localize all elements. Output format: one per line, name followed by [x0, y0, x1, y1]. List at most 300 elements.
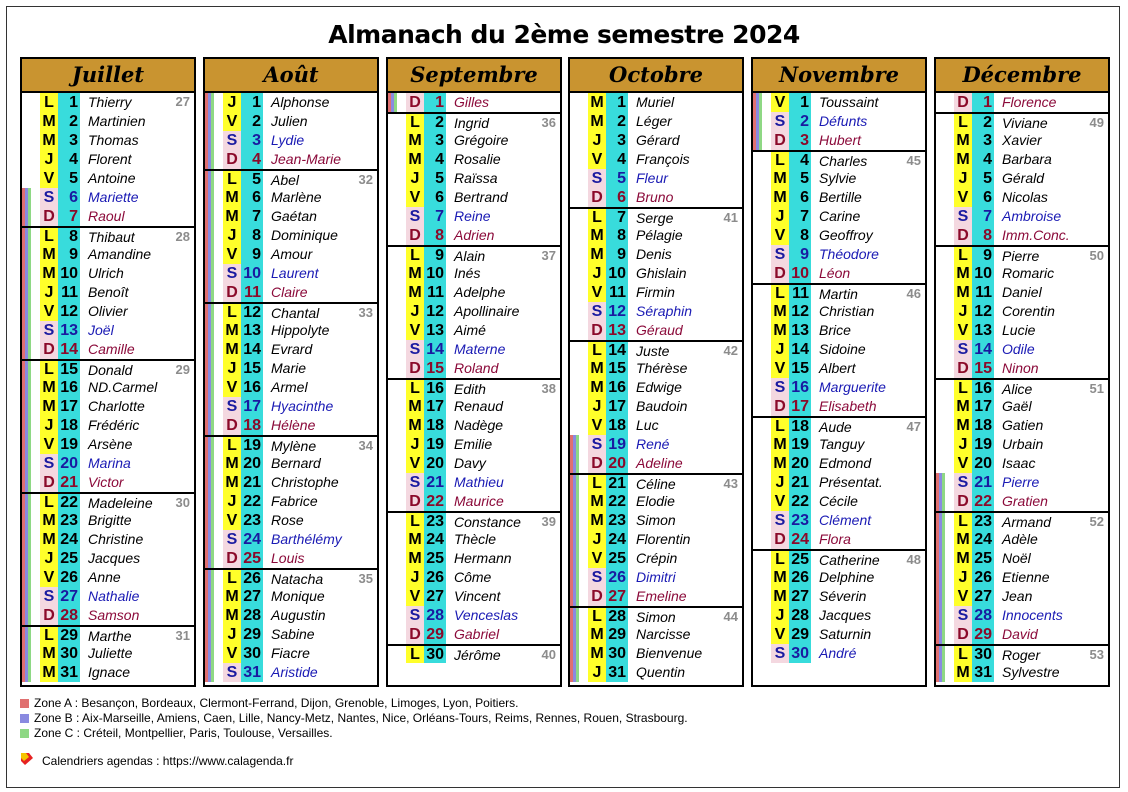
saint-name: Gaël: [1002, 398, 1032, 414]
saint-name: Gilles: [454, 94, 490, 110]
day-number: 3: [606, 131, 628, 150]
week-number: 40: [541, 647, 556, 662]
weekday-letter: J: [954, 435, 972, 454]
saint-name: Chantal: [271, 305, 320, 321]
weekday-letter: M: [588, 511, 606, 530]
legend-swatch: [20, 729, 29, 738]
day-number: 20: [58, 454, 80, 473]
school-holiday-marker: [759, 112, 762, 131]
saint-name: Roland: [454, 360, 499, 376]
day-number: 16: [58, 378, 80, 397]
day-row: [753, 169, 925, 188]
weekday-letter: M: [771, 454, 789, 473]
day-row: [388, 150, 560, 169]
day-number: 2: [241, 112, 263, 131]
saint-name: Julien: [271, 113, 308, 129]
day-row: [388, 131, 560, 150]
day-number: 30: [424, 646, 446, 663]
school-holiday-marker: [942, 663, 945, 682]
weekday-letter: L: [223, 437, 241, 454]
day-number: 18: [606, 416, 628, 435]
saint-name: Albert: [819, 360, 856, 376]
weekday-letter: J: [406, 568, 424, 587]
school-holiday-marker: [576, 663, 579, 682]
day-row: [388, 568, 560, 587]
weekday-letter: S: [588, 568, 606, 587]
saint-name: Charles: [819, 153, 868, 169]
weekday-letter: D: [406, 359, 424, 378]
weekday-letter: S: [771, 378, 789, 397]
day-row: [936, 264, 1108, 283]
day-number: 6: [789, 188, 811, 207]
week-number: 36: [541, 115, 556, 130]
weekday-letter: M: [406, 150, 424, 169]
month-column: [568, 57, 744, 687]
day-number: 18: [424, 416, 446, 435]
day-row: [936, 302, 1108, 321]
day-row: [22, 378, 194, 397]
day-row: [936, 169, 1108, 188]
school-holiday-marker: [28, 435, 31, 454]
day-number: 24: [58, 530, 80, 549]
day-row: [205, 606, 377, 625]
day-number: 17: [972, 397, 994, 416]
saint-name: Christophe: [271, 474, 339, 490]
school-holiday-marker: [576, 644, 579, 663]
saint-name: Brigitte: [88, 512, 132, 528]
weekday-letter: J: [223, 226, 241, 245]
school-holiday-marker: [28, 473, 31, 492]
month-header: Juillet: [22, 59, 194, 93]
day-number: 9: [424, 247, 446, 264]
saint-name: Thérèse: [636, 360, 688, 376]
weekday-letter: D: [406, 492, 424, 511]
day-row: [22, 302, 194, 321]
weekday-letter: V: [406, 454, 424, 473]
weekday-letter: M: [771, 568, 789, 587]
saint-name: Pierre: [1002, 248, 1040, 264]
month-column: [751, 57, 927, 687]
school-holiday-marker: [211, 264, 214, 283]
weekday-letter: L: [588, 608, 606, 625]
day-number: 4: [58, 150, 80, 169]
saint-name: Marthe: [88, 628, 132, 644]
saint-name: Grégoire: [454, 132, 509, 148]
weekday-letter: J: [223, 625, 241, 644]
weekday-letter: J: [588, 264, 606, 283]
weekday-letter: M: [406, 416, 424, 435]
saint-name: Léger: [636, 113, 672, 129]
saint-name: Barthélémy: [271, 531, 342, 547]
day-row: [205, 397, 377, 416]
day-row: [570, 131, 742, 150]
week-number: 32: [358, 172, 373, 187]
day-row: [936, 435, 1108, 454]
weekday-letter: S: [771, 511, 789, 530]
day-row: [22, 264, 194, 283]
weekday-letter: L: [771, 285, 789, 302]
day-row: [388, 511, 560, 530]
day-number: 21: [789, 473, 811, 492]
saint-name: Lydie: [271, 132, 305, 148]
day-row: [753, 150, 925, 169]
day-row: [22, 169, 194, 188]
weekday-letter: D: [406, 93, 424, 112]
saint-name: Edmond: [819, 455, 872, 471]
day-number: 22: [789, 492, 811, 511]
school-holiday-marker: [211, 304, 214, 321]
day-number: 16: [241, 378, 263, 397]
day-number: 28: [58, 606, 80, 625]
weekday-letter: D: [771, 131, 789, 150]
weekday-letter: L: [223, 570, 241, 587]
legend-text: Zone B : Aix-Marseille, Amiens, Caen, Lille, Nancy-Metz, Nantes, Nice, Orléans-Tours, Reims, Rennes, Rouen, Strasbourg.: [34, 711, 688, 725]
day-row: [753, 397, 925, 416]
day-row: [205, 112, 377, 131]
weekday-letter: S: [406, 207, 424, 226]
day-number: 18: [789, 418, 811, 435]
weekday-letter: M: [223, 606, 241, 625]
saint-name: Hyacinthe: [271, 398, 334, 414]
day-row: [753, 112, 925, 131]
legend-text: Zone C : Créteil, Montpellier, Paris, Toulouse, Versailles.: [34, 726, 333, 740]
day-row: [570, 416, 742, 435]
day-number: 12: [789, 302, 811, 321]
day-row: [388, 587, 560, 606]
school-holiday-marker: [942, 549, 945, 568]
day-number: 27: [606, 587, 628, 606]
day-number: 2: [58, 112, 80, 131]
day-number: 15: [241, 359, 263, 378]
day-row: [22, 283, 194, 302]
day-row: [570, 226, 742, 245]
day-number: 11: [424, 283, 446, 302]
weekday-letter: S: [771, 245, 789, 264]
saint-name: Innocents: [1002, 607, 1063, 623]
school-holiday-marker: [211, 397, 214, 416]
day-row: [205, 283, 377, 302]
day-row: [570, 169, 742, 188]
day-row: [936, 568, 1108, 587]
saint-name: Marina: [88, 455, 131, 471]
weekday-letter: L: [771, 418, 789, 435]
day-number: 4: [972, 150, 994, 169]
school-holiday-marker: [211, 359, 214, 378]
weekday-letter: L: [40, 627, 58, 644]
school-holiday-marker: [942, 646, 945, 663]
day-row: [570, 112, 742, 131]
day-number: 20: [241, 454, 263, 473]
weekday-letter: M: [223, 188, 241, 207]
day-number: 6: [424, 188, 446, 207]
day-row: [22, 587, 194, 606]
day-number: 10: [606, 264, 628, 283]
day-row: [205, 207, 377, 226]
school-holiday-marker: [942, 587, 945, 606]
saint-name: Claire: [271, 284, 308, 300]
weekday-letter: J: [223, 93, 241, 112]
weekday-letter: S: [40, 188, 58, 207]
day-number: 2: [972, 114, 994, 131]
saint-name: Florent: [88, 151, 132, 167]
day-row: [570, 625, 742, 644]
weekday-letter: V: [771, 226, 789, 245]
day-row: [570, 397, 742, 416]
day-row: [205, 473, 377, 492]
weekday-letter: M: [223, 340, 241, 359]
weekday-letter: V: [954, 321, 972, 340]
saint-name: Urbain: [1002, 436, 1044, 452]
school-holiday-marker: [28, 321, 31, 340]
weekday-letter: J: [223, 492, 241, 511]
day-row: [22, 188, 194, 207]
day-number: 31: [241, 663, 263, 682]
day-number: 16: [424, 380, 446, 397]
saint-name: Nathalie: [88, 588, 140, 604]
day-number: 13: [424, 321, 446, 340]
weekday-letter: M: [954, 397, 972, 416]
day-row: [205, 663, 377, 682]
week-number: 51: [1089, 381, 1104, 396]
day-row: [22, 625, 194, 644]
weekday-letter: M: [223, 321, 241, 340]
week-number: 46: [906, 286, 921, 301]
saint-name: Martinien: [88, 113, 146, 129]
school-holiday-marker: [211, 437, 214, 454]
weekday-letter: V: [40, 169, 58, 188]
school-holiday-marker: [576, 435, 579, 454]
day-row: [205, 93, 377, 112]
saint-name: Frédéric: [88, 417, 140, 433]
day-row: [753, 454, 925, 473]
weekday-letter: V: [771, 492, 789, 511]
weekday-letter: J: [40, 416, 58, 435]
day-number: 29: [58, 627, 80, 644]
day-number: 18: [972, 416, 994, 435]
holiday-zone-legend: [20, 696, 688, 741]
day-number: 2: [424, 114, 446, 131]
day-row: [388, 378, 560, 397]
day-row: [753, 340, 925, 359]
day-row: [570, 264, 742, 283]
day-number: 28: [424, 606, 446, 625]
saint-name: Sylvie: [819, 170, 857, 186]
school-holiday-marker: [211, 570, 214, 587]
school-holiday-marker: [942, 492, 945, 511]
day-number: 26: [241, 570, 263, 587]
day-number: 28: [241, 606, 263, 625]
day-number: 24: [241, 530, 263, 549]
weekday-letter: M: [223, 473, 241, 492]
saint-name: Nicolas: [1002, 189, 1048, 205]
day-row: [570, 568, 742, 587]
saint-name: Elodie: [636, 493, 675, 509]
saint-name: Raoul: [88, 208, 125, 224]
legend-item: [20, 696, 688, 711]
weekday-letter: V: [40, 568, 58, 587]
weekday-letter: V: [40, 302, 58, 321]
day-number: 1: [606, 93, 628, 112]
saint-name: Côme: [454, 569, 492, 585]
weekday-letter: J: [771, 207, 789, 226]
saint-name: Brice: [819, 322, 851, 338]
saint-name: Jean-Marie: [271, 151, 342, 167]
day-row: [570, 511, 742, 530]
day-row: [388, 492, 560, 511]
weekday-letter: V: [406, 587, 424, 606]
day-number: 10: [424, 264, 446, 283]
day-row: [753, 302, 925, 321]
saint-name: Hubert: [819, 132, 862, 148]
day-row: [22, 416, 194, 435]
weekday-letter: J: [40, 150, 58, 169]
day-number: 5: [58, 169, 80, 188]
day-row: [22, 644, 194, 663]
school-holiday-marker: [211, 188, 214, 207]
saint-name: Crépin: [636, 550, 678, 566]
day-number: 3: [241, 131, 263, 150]
day-number: 15: [606, 359, 628, 378]
saint-name: Simon: [636, 512, 676, 528]
day-row: [388, 435, 560, 454]
saint-name: Gérard: [636, 132, 680, 148]
weekday-letter: M: [588, 625, 606, 644]
weekday-letter: M: [588, 644, 606, 663]
weekday-letter: D: [406, 625, 424, 644]
weekday-letter: S: [954, 473, 972, 492]
school-holiday-marker: [211, 625, 214, 644]
day-row: [205, 454, 377, 473]
saint-name: Alphonse: [271, 94, 330, 110]
saint-name: Apollinaire: [454, 303, 520, 319]
week-number: 50: [1089, 248, 1104, 263]
weekday-letter: L: [406, 114, 424, 131]
saint-name: Geoffroy: [819, 227, 873, 243]
school-holiday-marker: [576, 475, 579, 492]
week-number: 43: [723, 476, 738, 491]
day-number: 14: [424, 340, 446, 359]
saint-name: Ambroise: [1002, 208, 1062, 224]
school-holiday-marker: [211, 207, 214, 226]
day-row: [388, 625, 560, 644]
day-number: 10: [58, 264, 80, 283]
day-number: 4: [241, 150, 263, 169]
weekday-letter: V: [40, 435, 58, 454]
saint-name: Juste: [636, 343, 670, 359]
day-number: 5: [424, 169, 446, 188]
school-holiday-marker: [28, 454, 31, 473]
saint-name: Roger: [1002, 647, 1041, 663]
saint-name: Gratien: [1002, 493, 1048, 509]
day-number: 27: [424, 587, 446, 606]
saint-name: Adèle: [1002, 531, 1038, 547]
weekday-letter: J: [588, 397, 606, 416]
day-row: [936, 283, 1108, 302]
saint-name: Géraud: [636, 322, 683, 338]
weekday-letter: M: [40, 378, 58, 397]
weekday-letter: M: [588, 93, 606, 112]
weekday-letter: D: [588, 321, 606, 340]
legend-swatch: [20, 714, 29, 723]
school-holiday-marker: [211, 492, 214, 511]
school-holiday-marker: [28, 494, 31, 511]
day-row: [205, 169, 377, 188]
weekday-letter: M: [771, 321, 789, 340]
day-number: 5: [972, 169, 994, 188]
weekday-letter: M: [954, 264, 972, 283]
saint-name: Isaac: [1002, 455, 1036, 471]
day-row: [753, 226, 925, 245]
day-number: 9: [972, 247, 994, 264]
weekday-letter: S: [406, 340, 424, 359]
saint-name: Florentin: [636, 531, 691, 547]
day-row: [205, 416, 377, 435]
weekday-letter: D: [954, 226, 972, 245]
weekday-letter: V: [771, 93, 789, 112]
day-row: [753, 188, 925, 207]
weekday-letter: M: [223, 587, 241, 606]
day-number: 20: [789, 454, 811, 473]
day-row: [388, 226, 560, 245]
weekday-letter: V: [954, 587, 972, 606]
saint-name: Evrard: [271, 341, 313, 357]
day-number: 3: [58, 131, 80, 150]
saint-name: Fabrice: [271, 493, 318, 509]
day-row: [753, 549, 925, 568]
day-row: [22, 359, 194, 378]
weekday-letter: S: [40, 454, 58, 473]
saint-name: Delphine: [819, 569, 875, 585]
saint-name: Materne: [454, 341, 506, 357]
day-row: [205, 226, 377, 245]
day-number: 17: [606, 397, 628, 416]
saint-name: Natacha: [271, 571, 324, 587]
day-number: 21: [424, 473, 446, 492]
day-number: 12: [424, 302, 446, 321]
day-number: 31: [58, 663, 80, 682]
weekday-letter: V: [588, 150, 606, 169]
saint-name: Lucie: [1002, 322, 1036, 338]
saint-name: Gaétan: [271, 208, 317, 224]
weekday-letter: M: [223, 207, 241, 226]
saint-name: Martin: [819, 286, 858, 302]
day-row: [936, 549, 1108, 568]
day-row: [22, 93, 194, 112]
day-row: [205, 378, 377, 397]
day-row: [936, 397, 1108, 416]
footer-text: Calendriers agendas : https://www.calagenda.fr: [42, 754, 294, 768]
day-row: [936, 359, 1108, 378]
saint-name: Simon: [636, 609, 676, 625]
day-number: 11: [789, 285, 811, 302]
weekday-letter: V: [588, 549, 606, 568]
saint-name: Constance: [454, 514, 521, 530]
day-number: 2: [606, 112, 628, 131]
day-number: 30: [58, 644, 80, 663]
weekday-letter: J: [406, 169, 424, 188]
saint-name: Victor: [88, 474, 124, 490]
weekday-letter: M: [588, 359, 606, 378]
day-number: 16: [606, 378, 628, 397]
day-row: [22, 245, 194, 264]
weekday-letter: M: [954, 150, 972, 169]
school-holiday-marker: [942, 568, 945, 587]
weekday-letter: M: [40, 530, 58, 549]
weekday-letter: M: [954, 530, 972, 549]
saint-name: Florence: [1002, 94, 1057, 110]
weekday-letter: L: [954, 247, 972, 264]
weekday-letter: S: [223, 264, 241, 283]
